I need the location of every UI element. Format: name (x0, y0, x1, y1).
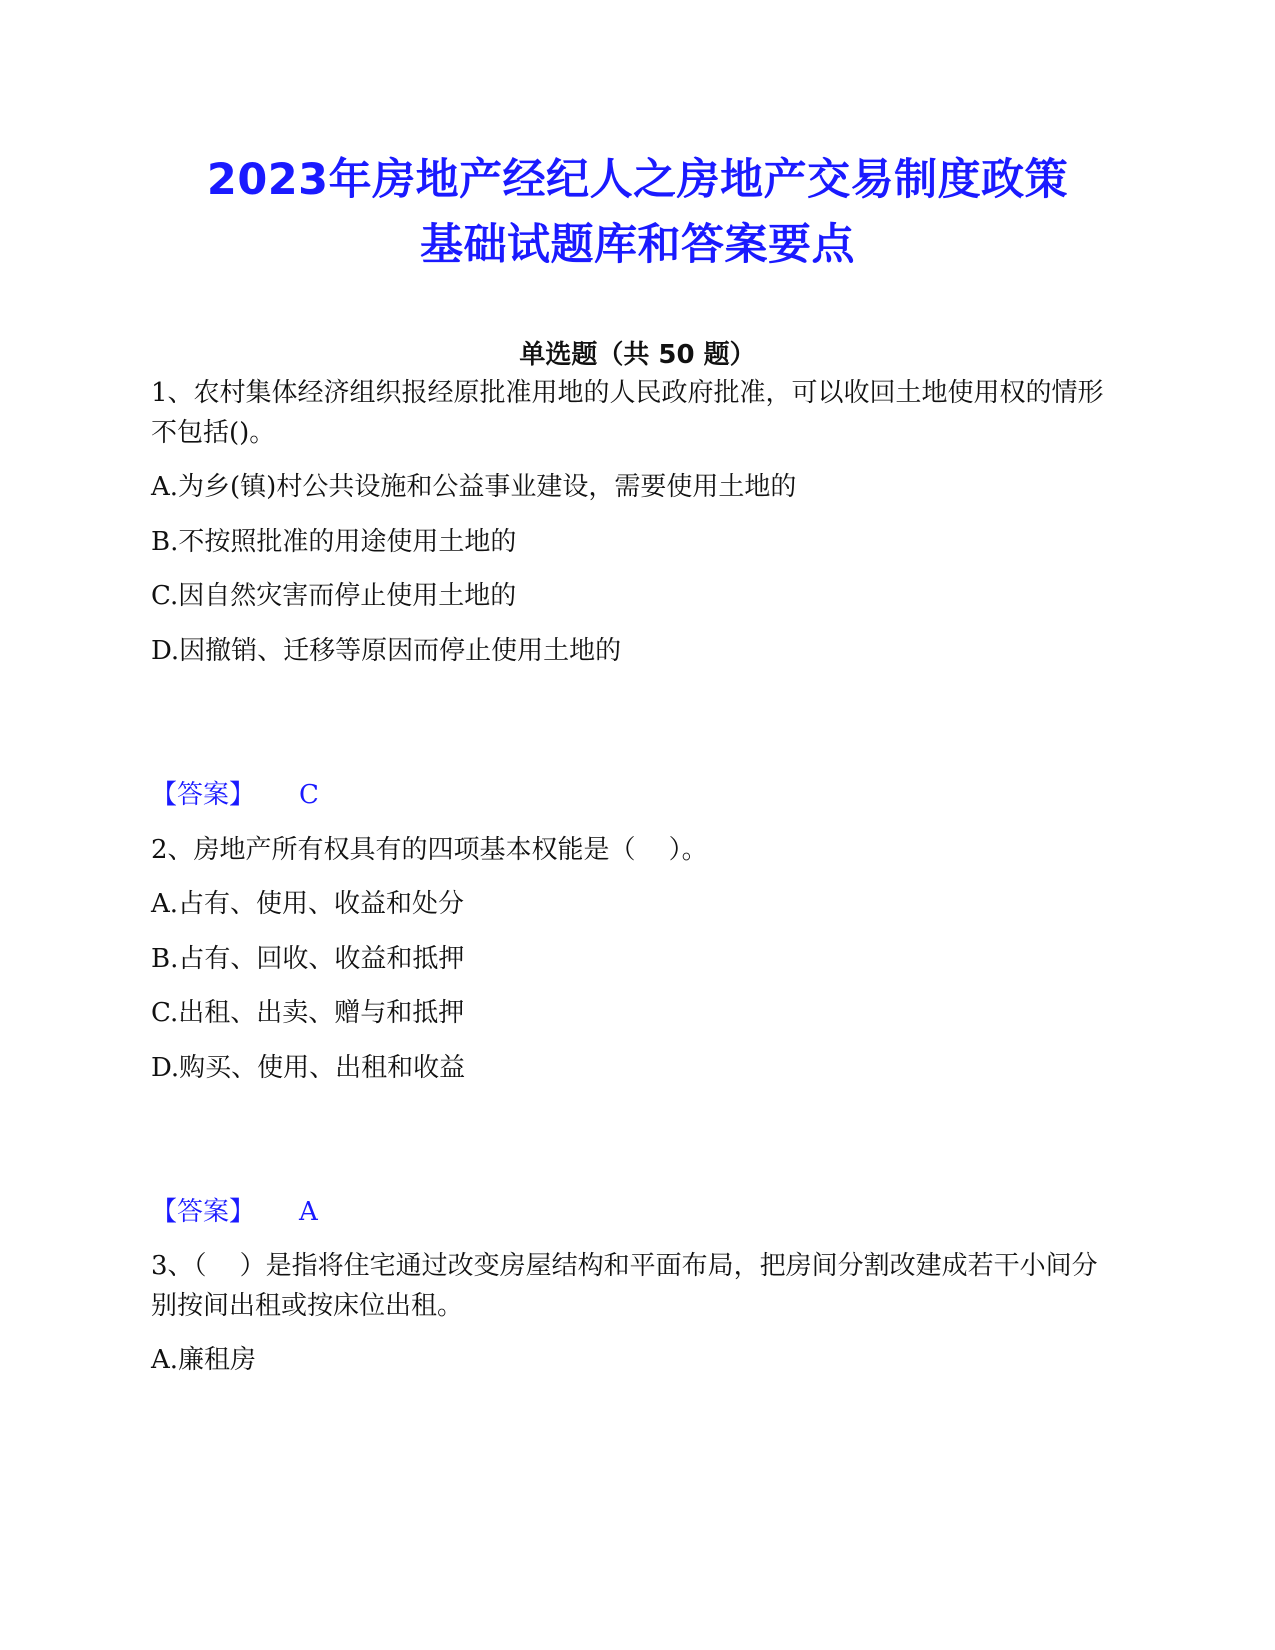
question-2-option-d: D.购买、使用、出租和收益 (151, 1053, 466, 1083)
question-2-answer (151, 1192, 318, 1232)
question-1-option-b: B.不按照批准的用途使用土地的 (151, 527, 517, 557)
question-1-option-d: D.因撤销、迁移等原因而停止使用土地的 (151, 636, 622, 666)
question-2-option-b: B.占有、回收、收益和抵押 (151, 944, 465, 974)
question-1-option-a: A.为乡(镇)村公共设施和公益事业建设，需要使用土地的 (151, 472, 797, 502)
question-1-option-c: C.因自然灾害而停止使用土地的 (151, 581, 517, 611)
answer-label: 【答案】 (151, 780, 256, 810)
answer-value: A (299, 1197, 318, 1227)
question-1-answer (151, 775, 319, 815)
question-1-stem: 1、农村集体经济组织报经原批准用地的人民政府批准，可以收回土地使用权的情形不包括()。 (151, 378, 1104, 448)
answer-value: C (299, 780, 319, 810)
section-title: 单选题（共 50 题） (519, 340, 756, 370)
title-line-1: 2023年房地产经纪人之房地产交易制度政策 (206, 155, 1069, 205)
question-3-option-a: A.廉租房 (151, 1345, 257, 1375)
question-2-option-a: A.占有、使用、收益和处分 (151, 889, 465, 919)
question-2-stem: 2、房地产所有权具有的四项基本权能是（ ）。 (151, 835, 708, 865)
title-line-2: 基础试题库和答案要点 (420, 220, 855, 270)
answer-label: 【答案】 (151, 1197, 256, 1227)
document-title (120, 148, 1155, 278)
question-3-stem: 3、（ ）是指将住宅通过改变房屋结构和平面布局，把房间分割改建成若干小间分别按间出租或按床位出租。 (151, 1251, 1098, 1321)
question-2-option-c: C.出租、出卖、赠与和抵押 (151, 998, 465, 1028)
